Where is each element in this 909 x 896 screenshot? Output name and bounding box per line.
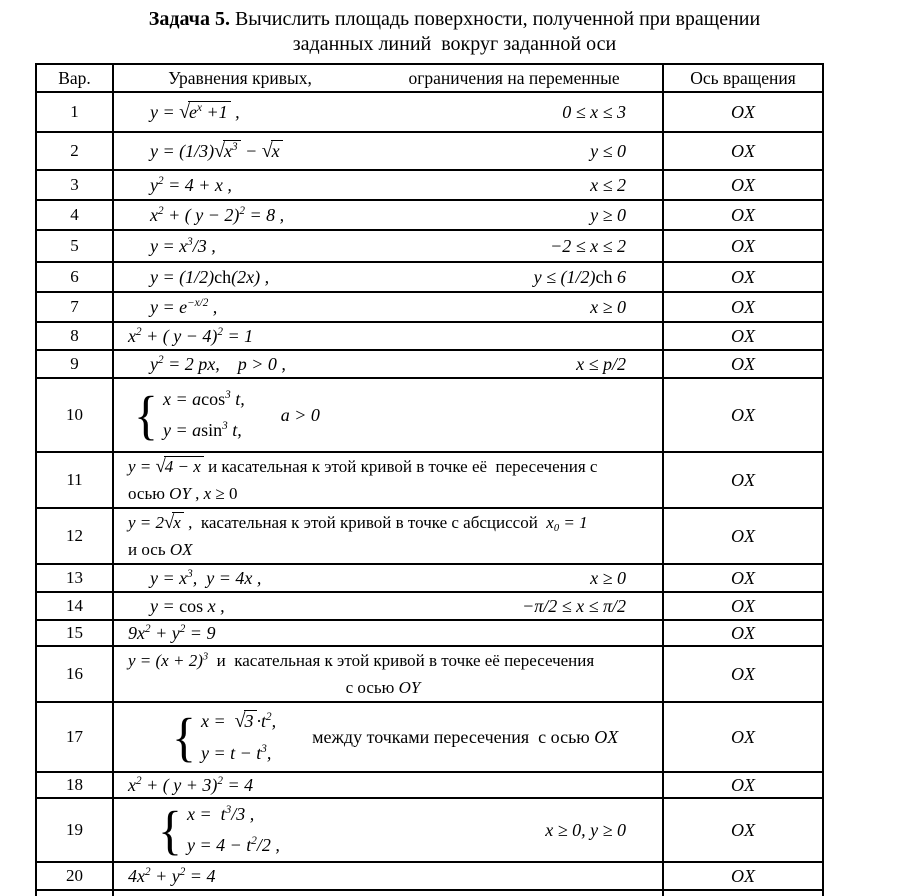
constraint: x ≥ 0, y ≥ 0 <box>545 819 626 840</box>
equations-cell <box>113 646 663 702</box>
variant-number: 13 <box>36 564 113 592</box>
table-row <box>36 92 823 132</box>
equations-cell <box>113 350 663 378</box>
equation: $y = 4 - t^2/2$ , <box>187 835 280 855</box>
table-body-cutoff <box>36 890 823 896</box>
variant-number: 5 <box>36 230 113 262</box>
equations-cell <box>113 564 663 592</box>
equation: x = acos$^3$ t, <box>163 389 245 409</box>
equations-cell <box>113 620 663 646</box>
axis-cell: OX <box>663 862 823 890</box>
constraint: 0 ≤ x ≤ 3 <box>562 101 626 122</box>
variant-number: 10 <box>36 378 113 452</box>
constraint: −π/2 ≤ x ≤ π/2 <box>522 595 626 616</box>
variant-number: 7 <box>36 292 113 322</box>
table-row <box>36 230 823 262</box>
equations-cell <box>113 170 663 200</box>
table-row <box>36 798 823 862</box>
header-variant: Вар. <box>36 64 113 92</box>
equation: $y^2 = 4 + x$ , <box>150 174 232 195</box>
table-row <box>36 378 823 452</box>
variant-number: 12 <box>36 508 113 564</box>
table-row <box>36 772 823 798</box>
equation-note: между точками пересечения с осью OX <box>312 726 619 747</box>
constraint: x ≤ p/2 <box>576 353 626 374</box>
equation: $y = e^{-x/2}$ , <box>150 296 218 317</box>
equation: $y^2 = 2$ px, p > 0 , <box>150 353 286 374</box>
equation-note: a > 0 <box>280 404 320 425</box>
variant-number: 15 <box>36 620 113 646</box>
equations-cell <box>113 322 663 350</box>
constraint: x ≥ 0 <box>590 296 626 317</box>
axis-cell: OX <box>663 350 823 378</box>
table-row <box>36 350 823 378</box>
axis-cell: OX <box>663 620 823 646</box>
equation: $9x^2 + y^2 = 9$ <box>128 622 216 643</box>
constraint: x ≤ 2 <box>590 174 626 195</box>
table-row <box>36 452 823 508</box>
table-row <box>36 200 823 230</box>
variant-number: 6 <box>36 262 113 292</box>
axis-cell: OX <box>663 702 823 772</box>
table-row <box>36 646 823 702</box>
equation-text: y = √4 − x и касательная к этой кривой в точке её пересечения с <box>128 456 598 477</box>
problem-title <box>30 7 880 57</box>
axis-cell <box>663 890 823 896</box>
table-row <box>36 262 823 292</box>
table-row <box>36 564 823 592</box>
equations-cell <box>113 92 663 132</box>
problem-label: Задача 5. <box>148 8 230 30</box>
title-line-1 <box>30 7 880 32</box>
equation: $x^2$ + ( y − 2)$^2$ = 8 , <box>150 204 285 225</box>
axis-cell: OX <box>663 452 823 508</box>
header-row <box>36 64 823 92</box>
equations-cell <box>113 508 663 564</box>
system-brace-icon: { <box>134 384 158 445</box>
title-line-2: заданных линий вокруг заданной оси <box>292 33 617 55</box>
axis-cell: OX <box>663 170 823 200</box>
axis-cell: OX <box>663 230 823 262</box>
axis-cell: OX <box>663 798 823 862</box>
table-row-partial <box>36 890 823 896</box>
equation: $y = t - t^3$, <box>201 743 272 763</box>
constraint: y ≤ (1/2)ch 6 <box>533 266 626 287</box>
variant-number: 8 <box>36 322 113 350</box>
variant-number: 19 <box>36 798 113 862</box>
header-equations <box>113 64 663 92</box>
equations-cell <box>113 200 663 230</box>
equation: $y = √e^x +1$ , <box>150 100 240 123</box>
equation: y = (1/2)ch(2x) , <box>150 266 270 287</box>
equation: $x = √3 \cdot t^2$, <box>201 710 277 732</box>
variant-number: 4 <box>36 200 113 230</box>
table-row <box>36 132 823 170</box>
equation: y = cos x , <box>150 595 225 616</box>
equations-cell <box>113 798 663 862</box>
constraint: x ≥ 0 <box>590 567 626 588</box>
axis-cell: OX <box>663 92 823 132</box>
equation: y = asin$^3$ t, <box>163 420 242 440</box>
equations-cell <box>113 230 663 262</box>
constraint: −2 ≤ x ≤ 2 <box>550 235 626 256</box>
variant-number <box>36 890 113 896</box>
equation: $y = x^3/3$ , <box>150 235 216 256</box>
equation-text: и ось OX <box>128 540 193 559</box>
equation-text: с осью OY <box>345 678 421 697</box>
equations-cell <box>113 890 663 896</box>
table-row <box>36 702 823 772</box>
variant-number: 3 <box>36 170 113 200</box>
variant-number: 18 <box>36 772 113 798</box>
constraint: y ≥ 0 <box>590 204 626 225</box>
system-brace-icon: { <box>172 706 196 767</box>
variant-number: 11 <box>36 452 113 508</box>
equations-cell <box>113 452 663 508</box>
table-row <box>36 592 823 620</box>
equation: $y = (1/3)√x^3 - √x$ <box>150 140 283 163</box>
equations-cell <box>113 132 663 170</box>
variant-number: 16 <box>36 646 113 702</box>
equation-text: осью OY , x ≥ 0 <box>128 484 238 503</box>
constraint: y ≤ 0 <box>590 140 626 161</box>
table-row <box>36 862 823 890</box>
equation-text: $y = (x + 2)^3$ и касательная к этой кривой в точке её пересечения <box>128 651 595 670</box>
axis-cell: OX <box>663 132 823 170</box>
equation-text: y = 2√x , касательная к этой кривой в точке с абсциссой $x_0 = 1$ <box>128 512 588 535</box>
equations-cell <box>113 862 663 890</box>
axis-cell: OX <box>663 646 823 702</box>
axis-cell: OX <box>663 292 823 322</box>
variant-number: 14 <box>36 592 113 620</box>
header-constraints-label: ограничения на переменные <box>408 67 620 88</box>
header-axis: Ось вращения <box>663 64 823 92</box>
header-equations-label: Уравнения кривых, <box>168 67 312 88</box>
axis-cell: OX <box>663 200 823 230</box>
variant-number: 9 <box>36 350 113 378</box>
table-row <box>36 620 823 646</box>
variant-number: 2 <box>36 132 113 170</box>
title-text: Вычислить площадь поверхности, полученной при вращении <box>229 8 761 30</box>
axis-cell: OX <box>663 508 823 564</box>
variant-number: 17 <box>36 702 113 772</box>
axis-cell: OX <box>663 378 823 452</box>
system-brace-icon: { <box>158 799 182 860</box>
table-header <box>36 64 823 92</box>
equations-cell <box>113 378 663 452</box>
axis-cell: OX <box>663 772 823 798</box>
equation: $x^2$ + ( y − 4)$^2$ = 1 <box>128 325 254 346</box>
axis-cell: OX <box>663 564 823 592</box>
axis-cell: OX <box>663 322 823 350</box>
axis-cell: OX <box>663 262 823 292</box>
axis-cell: OX <box>663 592 823 620</box>
equations-cell <box>113 592 663 620</box>
equation: $x = t^3/3$ , <box>187 804 255 824</box>
variant-number: 1 <box>36 92 113 132</box>
table-row <box>36 322 823 350</box>
equations-cell <box>113 772 663 798</box>
variant-number: 20 <box>36 862 113 890</box>
table-row <box>36 292 823 322</box>
equation: $y = x^3$, y = 4x , <box>150 567 262 588</box>
equation: $4x^2 + y^2 = 4$ <box>128 865 216 886</box>
variants-table <box>35 63 824 896</box>
table-row <box>36 508 823 564</box>
equation: $x^2$ + ( y + 3)$^2$ = 4 <box>128 774 254 795</box>
equations-cell <box>113 702 663 772</box>
equations-cell <box>113 262 663 292</box>
table-row <box>36 170 823 200</box>
table-body <box>36 92 823 890</box>
equations-cell <box>113 292 663 322</box>
